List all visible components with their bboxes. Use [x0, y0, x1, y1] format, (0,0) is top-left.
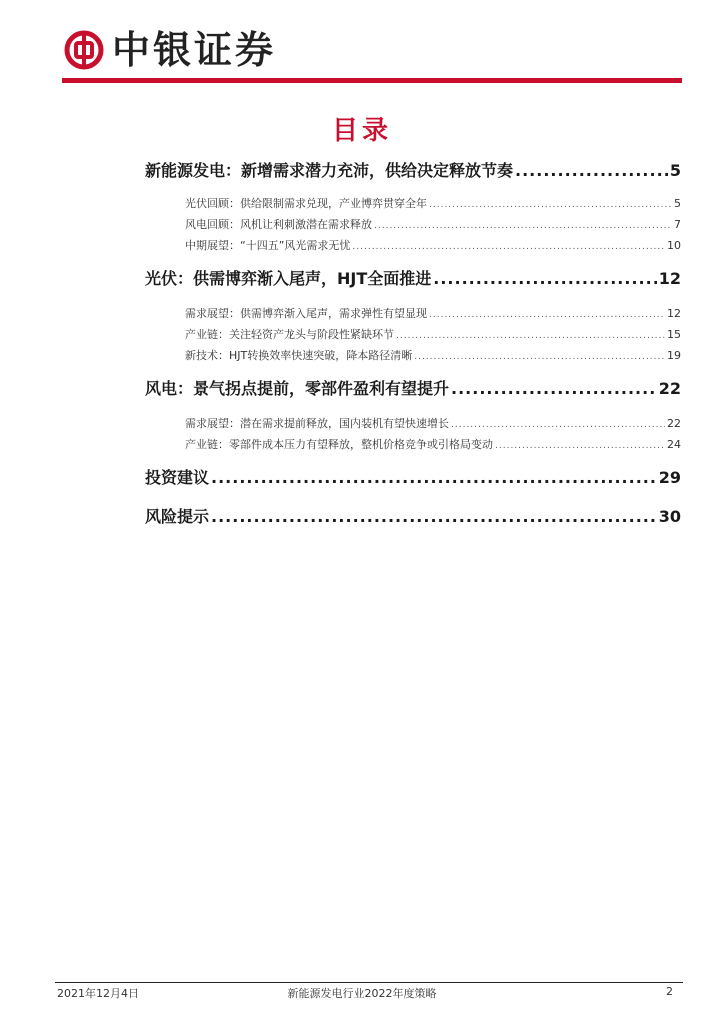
- toc-entry-page: 29: [658, 468, 681, 487]
- toc-title: 目录: [331, 116, 392, 146]
- toc-entry[interactable]: [145, 465, 681, 488]
- toc-entry[interactable]: [145, 376, 681, 399]
- toc-subentry[interactable]: [145, 237, 681, 253]
- toc-entry-label: 中期展望：“十四五”风光需求无忧: [185, 239, 351, 252]
- toc-subentry[interactable]: [145, 415, 681, 431]
- toc-entry-label: 风电回顾：风机让利刺激潜在需求释放: [185, 218, 372, 231]
- brand-name: 中银证券: [112, 27, 277, 72]
- toc-entry-label: 风险提示: [145, 507, 210, 526]
- toc-entry-page: 7: [674, 218, 681, 231]
- leader-dots: [374, 221, 672, 231]
- leader-dots: [451, 420, 665, 430]
- leader-dots: [495, 441, 665, 451]
- toc-entry-label: 光伏：供需博弈渐入尾声，HJT全面推进: [145, 269, 432, 288]
- toc-entry-page: 12: [658, 269, 681, 288]
- leader-dots: [433, 269, 656, 288]
- toc-entry[interactable]: [145, 158, 681, 181]
- toc-entry-label: 投资建议: [145, 468, 210, 487]
- leader-dots: [429, 310, 665, 320]
- leader-dots: [352, 242, 665, 252]
- bank-of-china-logo-icon: [64, 30, 104, 70]
- toc-entry-label: 光伏回顾：供给限制需求兑现，产业博弈贯穿全年: [185, 197, 427, 210]
- toc-subentry[interactable]: [145, 216, 681, 232]
- leader-dots: [211, 468, 657, 487]
- toc-subentry[interactable]: [145, 436, 681, 452]
- footer-report-title: 新能源发电行业2022年度策略: [287, 987, 437, 1000]
- toc-subentry[interactable]: [145, 326, 681, 342]
- toc-subentry[interactable]: [145, 195, 681, 211]
- page-header: [0, 0, 724, 84]
- toc-entry-page: 19: [667, 349, 681, 362]
- toc-entry-page: 5: [674, 197, 681, 210]
- header-divider: [62, 78, 682, 83]
- footer-divider: [55, 982, 683, 983]
- toc-entry-page: 30: [658, 507, 681, 526]
- toc-entry-page: 22: [658, 379, 681, 398]
- toc-entry[interactable]: [145, 266, 681, 289]
- leader-dots: [515, 161, 668, 180]
- leader-dots: [396, 331, 665, 341]
- toc-subentry[interactable]: [145, 305, 681, 321]
- leader-dots: [211, 507, 657, 526]
- toc-subentry[interactable]: [145, 347, 681, 363]
- toc-entry-page: 24: [667, 438, 681, 451]
- toc-entry-label: 产业链：零部件成本压力有望释放，整机价格竞争或引格局变动: [185, 438, 493, 451]
- toc-entry[interactable]: [145, 504, 681, 527]
- toc-entry-label: 需求展望：供需博弈渐入尾声，需求弹性有望显现: [185, 307, 427, 320]
- toc-entry-page: 10: [667, 239, 681, 252]
- toc-entry-page: 5: [669, 161, 681, 180]
- toc-entry-label: 风电：景气拐点提前，零部件盈利有望提升: [145, 379, 450, 398]
- toc-entry-page: 12: [667, 307, 681, 320]
- toc-entry-label: 新技术：HJT转换效率快速突破，降本路径清晰: [185, 349, 413, 362]
- leader-dots: [429, 200, 672, 210]
- toc-entry-label: 产业链：关注轻资产龙头与阶段性紧缺环节: [185, 328, 394, 341]
- toc-entry-page: 22: [667, 417, 681, 430]
- toc-entry-label: 新能源发电：新增需求潜力充沛，供给决定释放节奏: [145, 161, 514, 180]
- leader-dots: [414, 352, 665, 362]
- footer-date: 2021年12月4日: [57, 987, 139, 1000]
- footer-page-number: 2: [666, 985, 673, 998]
- leader-dots: [451, 379, 657, 398]
- toc-entry-label: 需求展望：潜在需求提前释放，国内装机有望快速增长: [185, 417, 449, 430]
- toc-entry-page: 15: [667, 328, 681, 341]
